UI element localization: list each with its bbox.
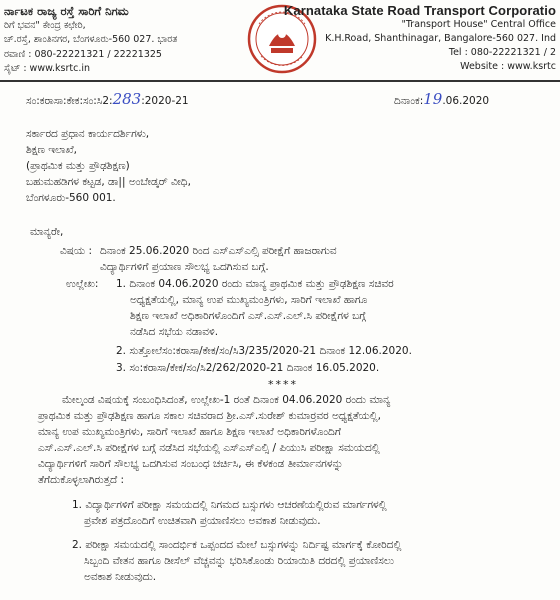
- recipient-address: ಸರ್ಕಾರದ ಪ್ರಧಾನ ಕಾರ್ಯದರ್ಶಿಗಳು, ಶಿಕ್ಷಣ ಇಲಾಖೆ, (ಪ್ರಾಥಮಿಕ ಮತ್ತು ಪ್ರೌಢಶಿಕ್ಷಣ) ಬಹುಮಹಡಿಗಳ ಕಟ್ಟಡ, ಡಾ|| ಅಂಬೇಡ್ಕರ್ ವೀಧಿ, ಬೆಂಗಳೂರು-560 001.: [26, 128, 191, 204]
- reference-number: ಸಂ:ಕರಾಸಾ:ಕೇಕ:ಸಂ:ಸಿ2:283:2020-21: [26, 90, 189, 108]
- decision-point-2: 2. ಪರೀಕ್ಷಾ ಸಮಯದಲ್ಲಿ ಸಾಂದರ್ಭಿಕ ಒಪ್ಪಂದದ ಮೇಲೆ ಬಸ್ಸುಗಳನ್ನು ನಿರ್ದಿಷ್ಟ ಮಾರ್ಗಕ್ಕೆ ಕೋರಿದಲ್ಲಿ ಸಿಬ್ಬಂದಿ ವೇತನ ಹಾಗೂ ಡೀಸೆಲ್ ವೆಚ್ಚವನ್ನು ಭರಿಸಿಕೊಂಡು ರಿಯಾಯಿತಿ ದರದಲ್ಲಿ ಪ್ರಯಾಣಿಸಲು ಅವಕಾಶ ನೀಡುವುದು.: [72, 539, 402, 583]
- building-kannada: ರಿಗೆ ಭವನ" ಕೇಂದ್ರ ಕಛೇರಿ,: [4, 19, 86, 31]
- reference-item-2: 2. ಸುತ್ತೋಲೆಸಂ:ಕರಾಸಾ/ಕೇಕ/ಸಂ/ಸಿ3/235/2020-21 ದಿನಾಂಕ 12.06.2020.: [116, 345, 412, 357]
- address-kannada: ಚ್.ರಸ್ತೆ, ಶಾಂತಿನಗರ, ಬೆಂಗಳೂರು-560 027. ಭಾರತ: [4, 34, 178, 45]
- address-english: K.H.Road, Shanthinagar, Bangalore-560 027. Ind: [325, 33, 556, 44]
- phone-english: Tel : 080-22221321 / 2: [448, 47, 556, 58]
- reference-item-1: 1. ದಿನಾಂಕ 04.06.2020 ರಂದು ಮಾನ್ಯ ಪ್ರಾಥಮಿಕ ಮತ್ತು ಪ್ರೌಢಶಿಕ್ಷಣ ಸಚಿವರ ಅಧ್ಯಕ್ಷತೆಯಲ್ಲಿ, ಮಾನ್ಯ ಉಪ ಮುಖ್ಯಮಂತ್ರಿಗಳು, ಸಾರಿಗೆ ಇಲಾಖೆ ಹಾಗೂ ಶಿಕ್ಷಣ ಇಲಾಖೆ ಅಧಿಕಾರಿಗಳೊಂದಿಗೆ ಎಸ್.ಎಸ್.ಎಲ್.ಸಿ ಪರೀಕ್ಷೆಗಳ ಬಗ್ಗೆ ನಡೆಸಿದ ಸಭೆಯ ನಡಾವಳಿ.: [116, 278, 394, 338]
- body-paragraph: ಮೇಲ್ಕಂಡ ವಿಷಯಕ್ಕೆ ಸಂಬಂಧಿಸಿದಂತೆ, ಉಲ್ಲೇಖ-1 ರಂತೆ ದಿನಾಂಕ 04.06.2020 ರಂದು ಮಾನ್ಯ ಪ್ರಾಥಮಿಕ ಮತ್ತು ಪ್ರೌಢಶಿಕ್ಷಣ ಹಾಗೂ ಸಕಾಲ ಸಚಿವರಾದ ಶ್ರೀ.ಎಸ್.ಸುರೇಶ್ ಕುಮಾರ್ರವರ ಅಧ್ಯಕ್ಷತೆಯಲ್ಲಿ, ಮಾನ್ಯ ಉಪ ಮುಖ್ಯಮಂತ್ರಿಗಳು, ಸಾರಿಗೆ ಇಲಾಖೆ ಹಾಗೂ ಶಿಕ್ಷಣ ಇಲಾಖೆ ಅಧಿಕಾರಿಗಳೊಂದಿಗೆ ಎಸ್.ಎಸ್.ಎಲ್.ಸಿ ಪರೀಕ್ಷೆಗಳ ಬಗ್ಗೆ ನಡೆಸಿದ ಸಭೆಯಲ್ಲಿ ಎಸ್ಎಸ್ಎಲ್ಸಿ / ಪಿಯುಸಿ ಪರೀಕ್ಷಾ ಸಮಯದಲ್ಲಿ ವಿದ್ಯಾರ್ಥಿಗಳಿಗೆ ಸಾರಿಗೆ ಸೌಲಭ್ಯ ಒದಗಿಸುವ ಸಂಬಂಧ ಚರ್ಚಿಸಿ, ಈ ಕೆಳಕಂಡ ತೀರ್ಮಾನಗಳನ್ನು ತೆಗೆದುಕೊಳ್ಳಲಾಗಿರುತ್ತದೆ :: [38, 394, 391, 486]
- references-label: ಉಲ್ಲೇಖ:: [66, 278, 99, 290]
- subject-text: ದಿನಾಂಕ 25.06.2020 ರಿಂದ ಎಸ್ಎಸ್ಎಲ್ಸಿ ಪರೀಕ್ಷೆಗೆ ಹಾಜರಾಗುವ ವಿದ್ಯಾರ್ಥಿಗಳಿಗೆ ಪ್ರಯಾಣ ಸೌಲಭ್ಯ ಒದಗಿಸುವ ಬಗ್ಗೆ.: [100, 245, 337, 273]
- reference-item-3: 3. ಸಂ:ಕರಾಸಾ/ಕೇಕ/ಸಂ/ಸಿ2/262/2020-21 ದಿನಾಂಕ 16.05.2020.: [116, 362, 380, 374]
- separator-stars: ****: [268, 378, 298, 391]
- org-name-english: Karnataka State Road Transport Corporatio: [283, 3, 556, 18]
- org-name-kannada: ರ್ನಾಟಕ ರಾಜ್ಯ ರಸ್ತೆ ಸಾರಿಗೆ ನಿಗಮ: [4, 4, 129, 18]
- salutation: ಮಾನ್ಯರೇ,: [30, 226, 64, 238]
- building-english: "Transport House" Central Office: [401, 19, 556, 30]
- letterhead-english: [284, 4, 556, 74]
- letter-date: ದಿನಾಂಕ:19.06.2020: [394, 90, 490, 108]
- phone-kannada: ರವಾಣಿ : 080-22221321 / 22221325: [4, 48, 162, 60]
- handwritten-number: 283: [112, 90, 142, 108]
- handwritten-day: 19: [423, 90, 443, 108]
- letterhead-divider: [0, 80, 560, 82]
- website-english: Website : www.ksrtc: [460, 61, 556, 72]
- letterhead-kannada: [4, 4, 177, 77]
- website-kannada: ಸೈಟ್ : www.ksrtc.in: [4, 63, 91, 74]
- decision-point-1: 1. ವಿದ್ಯಾರ್ಥಿಗಳಿಗೆ ಪರೀಕ್ಷಾ ಸಮಯದಲ್ಲಿ ನಿಗಮದ ಬಸ್ಸುಗಳು ಆಚರಣೆಯಲ್ಲಿರುವ ಮಾರ್ಗಗಳಲ್ಲಿ ಪ್ರವೇಶ ಪತ್ರದೊಂದಿಗೆ ಉಚಿತವಾಗಿ ಪ್ರಯಾಣಿಸಲು ಅವಕಾಶ ನೀಡುವುದು.: [72, 499, 387, 527]
- subject-label: ವಿಷಯ :: [60, 245, 93, 257]
